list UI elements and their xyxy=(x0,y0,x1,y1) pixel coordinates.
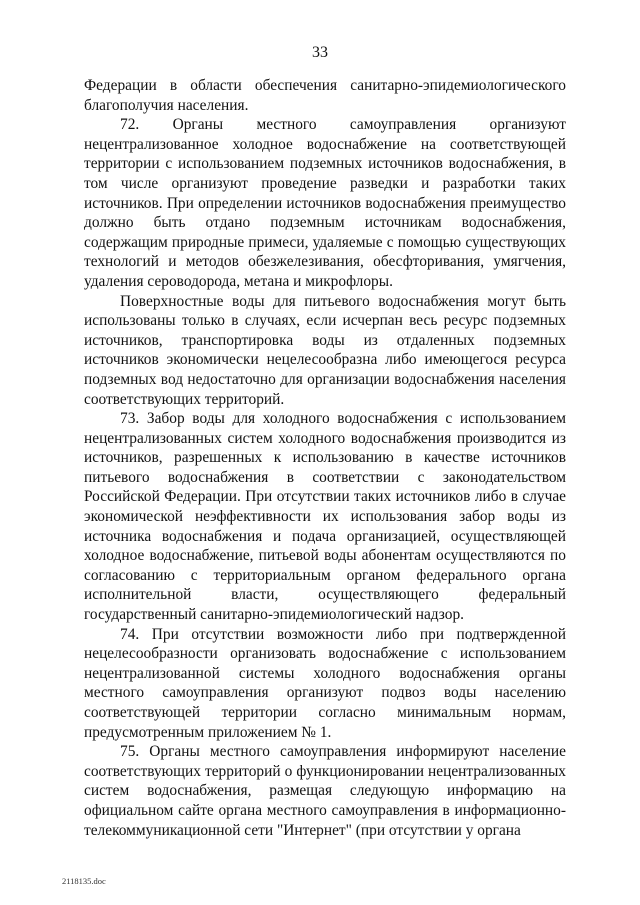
page-number: 33 xyxy=(312,44,328,61)
paragraph-surface-water: Поверхностные воды для питьевого водоснабжения могут быть использованы только в случаях, если исчерпан весь ресурс подземных источников, транспортировка воды из отдаленных подземных источников экономически нецелесообразна либо имеющегося ресурса подземных вод недостаточно для организации водоснабжения населения соответствующих территорий. xyxy=(84,292,566,408)
paragraph-73: 73. Забор воды для холодного водоснабжения с использованием нецентрализованных систем холодного водоснабжения производится из источников, разрешенных к использованию в качестве источников питьевого водоснабжения в соответствии с законодательством Российской Федерации. При отсутствии таких источников либо в случае экономической неэффективности их использования забор воды из источника водоснабжения и подача организацией, осуществляющей холодное водоснабжение, питьевой воды абонентам осуществляются по согласованию с территориальным органом федерального органа исполнительной власти, осуществляющего федеральный государственный санитарно-эпидемиологический надзор. xyxy=(84,410,566,624)
paragraph-72: 72. Органы местного самоуправления организуют нецентрализованное холодное водоснабжение на соответствующей территории с использованием подземных источников водоснабжения, в том числе организуют проведение разведки и разработки таких источников. При определении источников водоснабжения преимущество должно быть отдано подземным источникам водоснабжения, содержащим природные примеси, удаляемые с помощью существующих технологий и методов обезжелезивания, обесфторивания, умягчения, удаления сероводорода, метана и микрофлоры. xyxy=(84,116,566,290)
paragraph-75: 75. Органы местного самоуправления информируют население соответствующих территорий о функционировании нецентрализованных систем водоснабжения, размещая следующую информацию на официальном сайте органа местного самоуправления в информационно-телекоммуникационной сети "Интернет" (при отсутствии у органа xyxy=(84,743,566,839)
footer-filename: 2118135.doc xyxy=(62,876,106,886)
paragraph-continuation: Федерации в области обеспечения санитарно-эпидемиологического благополучия населения. xyxy=(84,77,566,114)
document-body xyxy=(84,76,566,840)
paragraph-74: 74. При отсутствии возможности либо при подтвержденной нецелесообразности организовать водоснабжение с использованием нецентрализованной системы холодного водоснабжения органы местного самоуправления организуют подвоз воды населению соответствующей территории согласно минимальным нормам, предусмотренным приложением № 1. xyxy=(84,625,566,741)
